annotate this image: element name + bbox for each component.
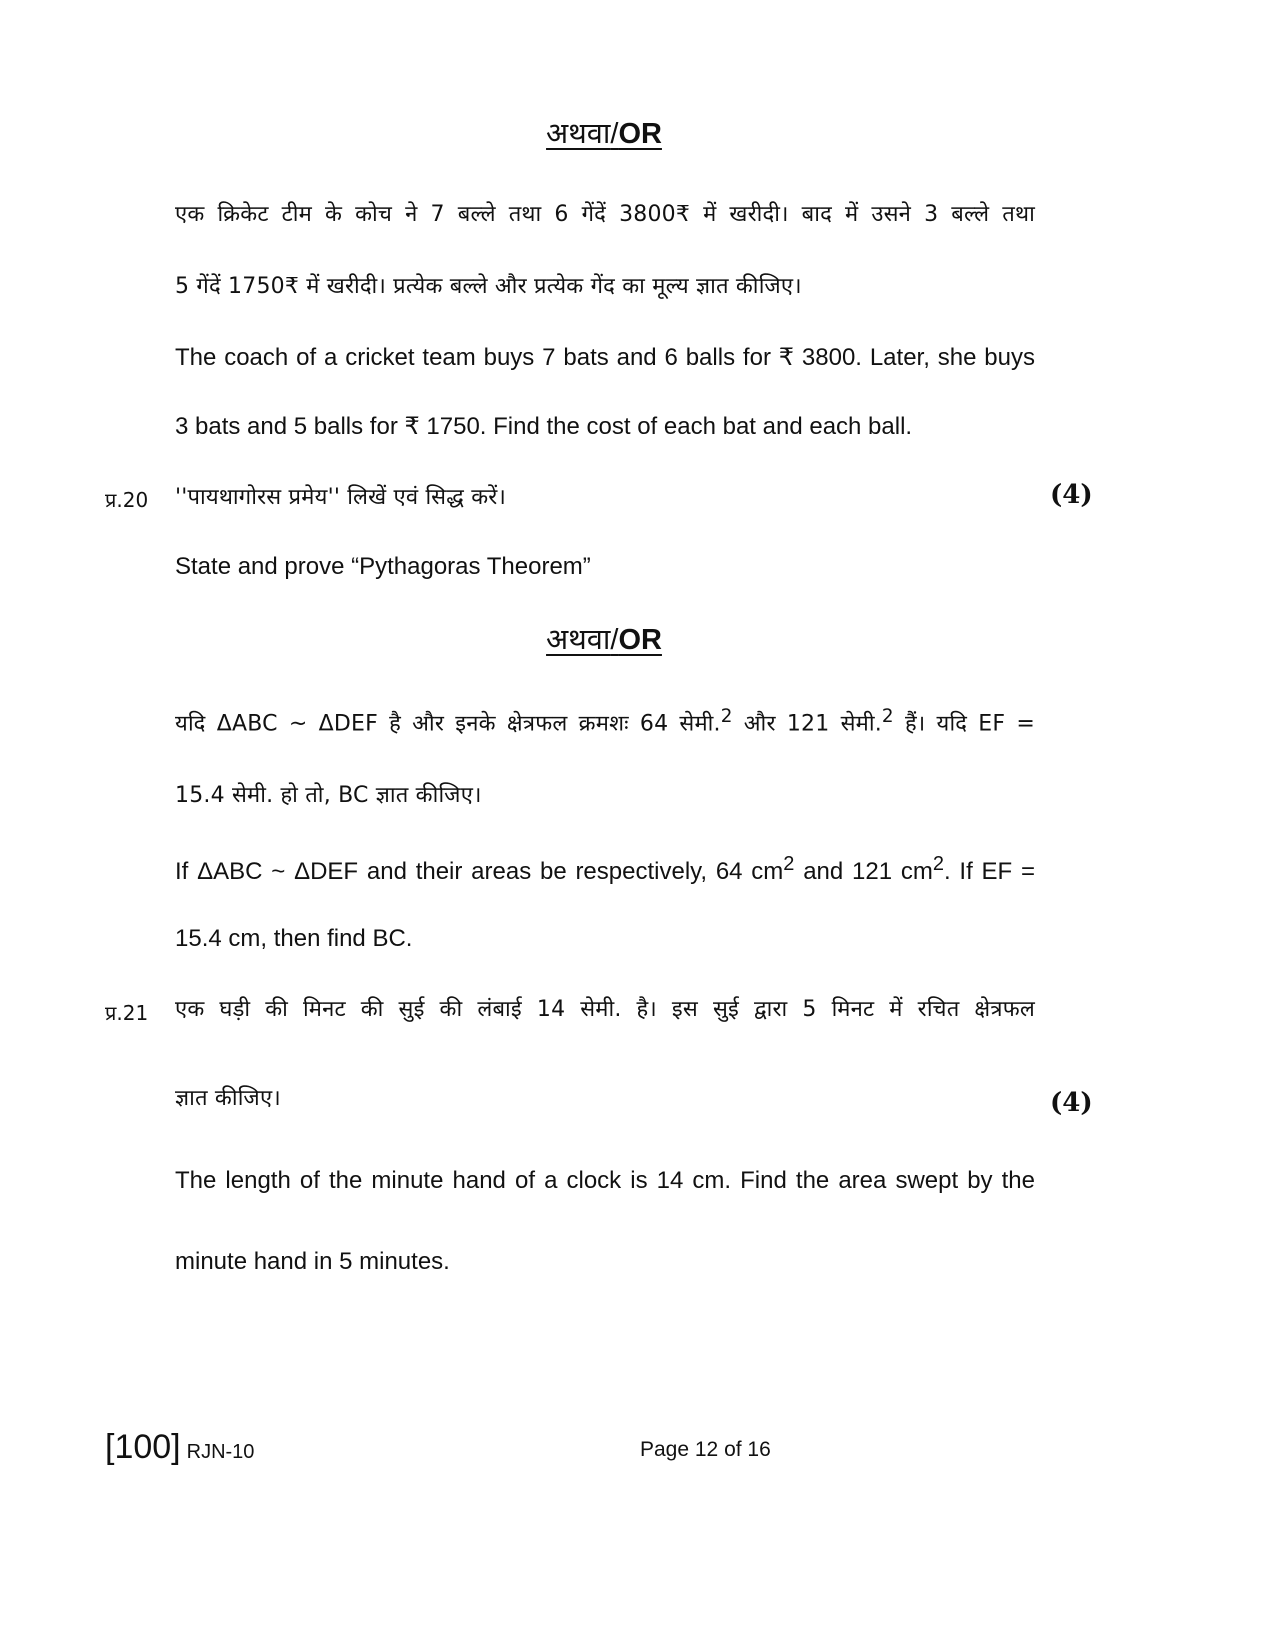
q21-hindi-line-2: ज्ञात कीजिए। [175, 1086, 281, 1111]
q19-alt-hindi-line-2: 5 गेंदें 1750₹ में खरीदी। प्रत्येक बल्ले और प्रत्येक गेंद का मूल्य ज्ञात कीजिए। [175, 274, 802, 299]
q20-alt-hindi-line-1-part-b: और 121 सेमी. [732, 711, 882, 737]
or-heading [0, 619, 1208, 658]
q20-alt-hindi-line-1 [175, 706, 1035, 737]
q20-alt-english-line-2: 15.4 cm, then find BC. [175, 925, 413, 952]
superscript-2: 2 [932, 853, 944, 875]
q20-alt-hindi-line-1-part-c: हैं। यदि EF = [893, 711, 1035, 737]
or-heading-separator: / [610, 118, 619, 150]
paper-code-series: RJN-10 [186, 1441, 255, 1463]
superscript-2: 2 [783, 853, 795, 875]
page-number: Page 12 of 16 [640, 1438, 771, 1461]
q20-english: State and prove “Pythagoras Theorem” [175, 553, 591, 580]
or-heading-hindi: अथवा [546, 118, 611, 150]
q20-marks: (4) [1050, 480, 1093, 510]
q21-marks: (4) [1050, 1088, 1093, 1118]
q20-alt-english-line-1 [175, 853, 1035, 886]
paper-code-number: [100] [105, 1428, 181, 1466]
superscript-2: 2 [720, 706, 733, 727]
q20-alt-hindi-line-1-part-a: यदि ΔABC ~ ΔDEF है और इनके क्षेत्रफल क्रमशः 64 सेमी. [175, 711, 721, 737]
q19-alt-hindi-line-1: एक क्रिकेट टीम के कोच ने 7 बल्ले तथा 6 गेंदें 3800₹ में खरीदी। बाद में उसने 3 बल्ले तथा [175, 202, 1035, 227]
q20-hindi: ''पायथागोरस प्रमेय'' लिखें एवं सिद्ध करें। [175, 485, 507, 510]
paper-code [105, 1428, 254, 1467]
or-heading [0, 113, 1208, 152]
question-number-20: प्र.20 [105, 488, 149, 512]
q21-english-line-1: The length of the minute hand of a clock is 14 cm. Find the area swept by the [175, 1167, 1035, 1194]
or-heading-hindi: अथवा [546, 624, 611, 656]
q20-alt-english-line-1-part-c: . If EF = [943, 858, 1035, 885]
q19-alt-english-line-2: 3 bats and 5 balls for ₹ 1750. Find the cost of each bat and each ball. [175, 413, 913, 440]
or-heading-english: OR [618, 624, 662, 656]
q20-alt-hindi-line-2: 15.4 सेमी. हो तो, BC ज्ञात कीजिए। [175, 783, 482, 808]
or-heading-english: OR [618, 118, 662, 150]
q21-hindi-line-1: एक घड़ी की मिनट की सुई की लंबाई 14 सेमी. है। इस सुई द्वारा 5 मिनट में रचित क्षेत्रफल [175, 997, 1035, 1022]
superscript-2: 2 [881, 706, 894, 727]
or-heading-separator: / [610, 624, 619, 656]
q20-alt-english-line-1-part-a: If ΔABC ~ ΔDEF and their areas be respectively, 64 cm [175, 858, 784, 885]
q19-alt-english-line-1: The coach of a cricket team buys 7 bats and 6 balls for ₹ 3800. Later, she buys [175, 344, 1035, 371]
q21-english-line-2: minute hand in 5 minutes. [175, 1248, 450, 1275]
q20-alt-english-line-1-part-b: and 121 cm [794, 858, 933, 885]
question-number-21: प्र.21 [105, 1001, 149, 1025]
